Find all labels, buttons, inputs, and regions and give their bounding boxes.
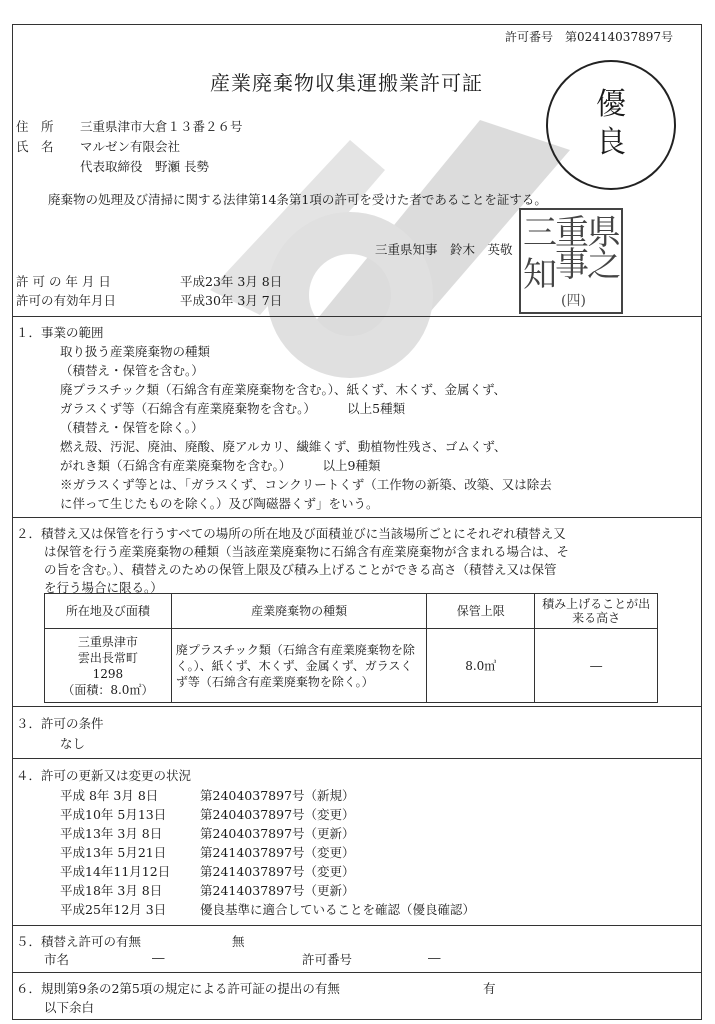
stamp-char: 事 bbox=[555, 245, 589, 285]
section2-heading-line: の旨を含む。）、積替えのための保管上限及び積み上げることができる高さ（積替え又は保管 bbox=[44, 562, 557, 577]
section5-heading: ５．積替え許可の有無 bbox=[16, 934, 142, 949]
location-line: （面積：8.0㎡） bbox=[62, 682, 154, 697]
issuer: 三重県知事 鈴木 英敬 bbox=[375, 242, 513, 257]
section2-heading-line: ２．積替え又は保管を行うすべての場所の所在地及び面積並びに当該場所ごとにそれぞれ積替え又 bbox=[16, 526, 566, 541]
location-line: 1298 bbox=[92, 666, 124, 681]
table-header: 積み上げることが出来る高さ bbox=[535, 594, 658, 629]
section1-line: （積替え・保管を除く。） bbox=[60, 420, 204, 435]
section1-line: 燃え殻、汚泥、廃油、廃酸、廃アルカリ、繊維くず、動植物性残さ、ゴムくず、 bbox=[60, 439, 507, 454]
history-detail: 第2414037897号（変更） bbox=[200, 864, 355, 879]
divider bbox=[12, 706, 702, 707]
history-detail: 第2414037897号（更新） bbox=[200, 883, 355, 898]
divider bbox=[12, 758, 702, 759]
stamp-char: 三 bbox=[523, 213, 557, 253]
stamp-char: 知 bbox=[523, 255, 557, 295]
history-detail: 第2404037897号（更新） bbox=[200, 826, 355, 841]
permit-no-label: 許可番号 bbox=[302, 952, 353, 967]
history-date: 平成13年 5月21日 bbox=[60, 845, 167, 860]
excellent-seal-icon bbox=[546, 60, 676, 190]
table-header-row bbox=[45, 594, 658, 629]
location-line: 雲出長常町 bbox=[77, 650, 138, 665]
name-label: 氏 名 bbox=[16, 139, 54, 154]
valid-date-value: 平成30年 3月 7日 bbox=[180, 293, 283, 308]
section1-line: ガラスくず等（石綿含有産業廃棄物を含む。） 以上5種類 bbox=[60, 401, 406, 416]
section1-line: 廃プラスチック類（石綿含有産業廃棄物を含む。）、紙くず、木くず、金属くず、 bbox=[60, 382, 507, 397]
seal-char-1: 優 bbox=[596, 87, 626, 122]
permit-number: 許可番号 第02414037897号 bbox=[505, 30, 673, 44]
stamp-char: 之 bbox=[587, 245, 621, 285]
section1-heading: １．事業の範囲 bbox=[16, 325, 104, 340]
section3-heading: ３．許可の条件 bbox=[16, 716, 104, 731]
table-row bbox=[45, 629, 658, 703]
history-detail: 第2404037897号（変更） bbox=[200, 807, 355, 822]
document-title: 産業廃棄物収集運搬業許可証 bbox=[210, 71, 483, 95]
section1-line: に伴って生じたものを除く。）及び陶磁器くず」をいう。 bbox=[60, 496, 379, 511]
city-value: ― bbox=[152, 950, 165, 965]
address-value: 三重県津市大倉１３番２６号 bbox=[80, 119, 243, 134]
history-date: 平成18年 3月 8日 bbox=[60, 883, 163, 898]
divider bbox=[12, 316, 702, 317]
section3-value: なし bbox=[60, 736, 86, 751]
waste-types-cell: 廃プラスチック類（石綿含有産業廃棄物を除く。）、紙くず、木くず、金属くず、ガラスくず等（石綿含有産業廃棄物を除く。） bbox=[171, 629, 427, 703]
section1-line: 取り扱う産業廃棄物の種類 bbox=[60, 344, 211, 359]
storage-table bbox=[44, 593, 658, 703]
stamp-sub: (四) bbox=[561, 293, 586, 309]
section2-heading-line: を行う場合に限る。） bbox=[44, 580, 163, 595]
stamp-char: 重 bbox=[555, 213, 589, 253]
location-line: 三重県津市 bbox=[77, 634, 138, 649]
table-header: 産業廃棄物の種類 bbox=[171, 594, 427, 629]
divider bbox=[12, 925, 702, 926]
section1-line: （積替え・保管を含む。） bbox=[60, 363, 204, 378]
divider bbox=[12, 972, 702, 973]
history-date: 平成25年12月 3日 bbox=[60, 902, 167, 917]
official-stamp-icon bbox=[519, 208, 623, 314]
company-name: マルゼン有限会社 bbox=[80, 139, 181, 154]
section1-line: がれき類（石綿含有産業廃棄物を含む。） 以上9種類 bbox=[60, 458, 381, 473]
storage-limit-cell: 8.0㎥ bbox=[427, 629, 535, 703]
section4-heading: ４．許可の更新又は変更の状況 bbox=[16, 768, 192, 783]
footer-note: 以下余白 bbox=[44, 1000, 95, 1015]
section5-value: 無 bbox=[232, 934, 245, 949]
history-detail: 第2414037897号（変更） bbox=[200, 845, 355, 860]
location-cell bbox=[45, 629, 172, 703]
permit-date-label: 許 可 の 年 月 日 bbox=[16, 274, 111, 289]
history-date: 平成13年 3月 8日 bbox=[60, 826, 163, 841]
city-label: 市名 bbox=[44, 952, 70, 967]
history-date: 平成14年11月12日 bbox=[60, 864, 171, 879]
history-detail: 第2404037897号（新規） bbox=[200, 788, 355, 803]
section1-line: ※ガラスくず等とは、「ガラスくず、コンクリートくず（工作物の新築、改築、又は除去 bbox=[60, 477, 552, 492]
section6-heading: ６．規則第9条の2第5項の規定による許可証の提出の有無 bbox=[16, 981, 340, 996]
permit-no-value: ― bbox=[428, 950, 441, 965]
history-date: 平成 8年 3月 8日 bbox=[60, 788, 159, 803]
seal-char-2: 良 bbox=[596, 125, 626, 160]
representative: 代表取締役 野瀬 長勢 bbox=[80, 159, 209, 174]
section6-value: 有 bbox=[483, 981, 496, 996]
history-date: 平成10年 5月13日 bbox=[60, 807, 167, 822]
stack-height-cell: ― bbox=[535, 629, 658, 703]
table-header: 保管上限 bbox=[427, 594, 535, 629]
address-label: 住 所 bbox=[16, 119, 54, 134]
valid-date-label: 許可の有効年月日 bbox=[16, 293, 117, 308]
section2-heading-line: は保管を行う産業廃棄物の種類（当該産業廃棄物に石綿含有産業廃棄物が含まれる場合は、そ bbox=[44, 544, 570, 559]
divider bbox=[12, 517, 702, 518]
stamp-char: 県 bbox=[587, 213, 621, 253]
table-header: 所在地及び面積 bbox=[45, 594, 172, 629]
history-detail: 優良基準に適合していることを確認（優良確認） bbox=[200, 902, 476, 917]
certification-text: 廃棄物の処理及び清掃に関する法律第14条第1項の許可を受けた者であることを証する。 bbox=[48, 192, 547, 207]
permit-date-value: 平成23年 3月 8日 bbox=[180, 274, 283, 289]
